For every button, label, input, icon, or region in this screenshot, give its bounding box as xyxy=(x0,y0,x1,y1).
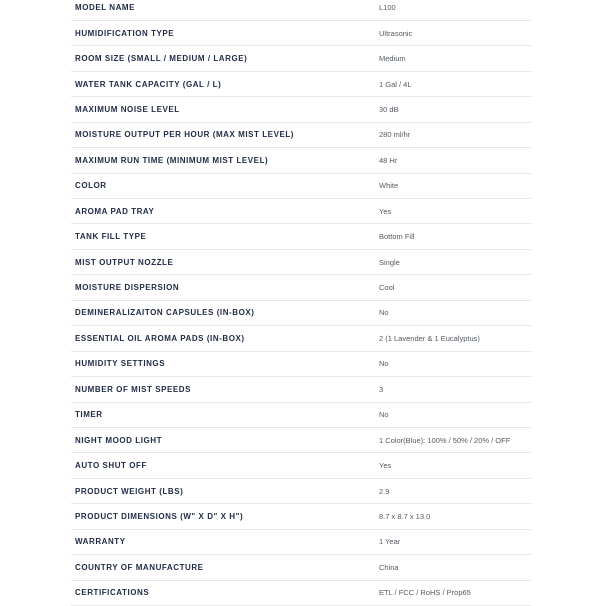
spec-value: 48 Hr xyxy=(379,155,398,165)
spec-label: CERTIFICATIONS xyxy=(75,588,150,598)
spec-label: AROMA PAD TRAY xyxy=(75,206,155,216)
spec-value: Yes xyxy=(379,206,392,216)
spec-label: ROOM SIZE (SMALL / MEDIUM / LARGE) xyxy=(75,54,248,64)
spec-value: ETL / FCC / RoHS / Prop65 xyxy=(379,588,471,598)
spec-value: No xyxy=(379,410,389,420)
spec-label: MODEL NAME xyxy=(75,2,136,12)
spec-row xyxy=(71,122,531,147)
spec-label: ESSENTIAL OIL AROMA PADS (IN-BOX) xyxy=(75,333,245,343)
spec-label: NUMBER OF MIST SPEEDS xyxy=(75,384,192,394)
spec-value: 1 Color(Blue): 100% / 50% / 20% / OFF xyxy=(379,435,511,445)
spec-row xyxy=(71,249,531,274)
spec-row xyxy=(71,173,531,198)
spec-label: DEMINERALIZAITON CAPSULES (IN-BOX) xyxy=(75,308,255,318)
spec-value: White xyxy=(379,181,399,191)
spec-row xyxy=(71,351,531,376)
spec-label: MAXIMUM NOISE LEVEL xyxy=(75,104,180,114)
spec-row xyxy=(71,529,531,554)
spec-row xyxy=(71,46,531,71)
spec-label: MOISTURE DISPERSION xyxy=(75,283,180,293)
spec-label: WATER TANK CAPACITY (GAL / L) xyxy=(75,79,222,89)
spec-value: 1 Year xyxy=(379,537,401,547)
spec-row xyxy=(71,478,531,503)
spec-row xyxy=(71,275,531,300)
spec-label: AUTO SHUT OFF xyxy=(75,461,147,471)
spec-value: Ultrasonic xyxy=(379,28,413,38)
spec-value: 3 xyxy=(379,384,384,394)
spec-label: HUMIDITY SETTINGS xyxy=(75,359,166,369)
spec-label: PRODUCT DIMENSIONS (W" X D" X H") xyxy=(75,511,244,521)
spec-label: HUMIDIFICATION TYPE xyxy=(75,28,175,38)
spec-value: Cool xyxy=(379,283,395,293)
spec-value: 8.7 x 8.7 x 13.0 xyxy=(379,511,431,521)
spec-row xyxy=(71,20,531,45)
spec-row xyxy=(71,453,531,478)
spec-value: No xyxy=(379,308,389,318)
spec-row xyxy=(71,377,531,402)
spec-row xyxy=(71,300,531,325)
spec-value: 280 ml/hr xyxy=(379,130,411,140)
spec-value: Yes xyxy=(379,461,392,471)
spec-value: L100 xyxy=(379,2,396,12)
spec-row xyxy=(71,0,531,20)
spec-value: No xyxy=(379,359,389,369)
spec-label: WARRANTY xyxy=(75,537,126,547)
spec-row xyxy=(71,71,531,96)
spec-value: 2 (1 Lavender & 1 Eucalyptus) xyxy=(379,333,480,343)
spec-value: 30 dB xyxy=(379,104,399,114)
spec-row xyxy=(71,326,531,351)
spec-value: Single xyxy=(379,257,400,267)
specifications-body xyxy=(71,0,531,606)
spec-value: 2.9 xyxy=(379,486,390,496)
spec-row xyxy=(71,199,531,224)
spec-row xyxy=(71,580,531,605)
spec-row xyxy=(71,148,531,173)
spec-label: COUNTRY OF MANUFACTURE xyxy=(75,562,204,572)
spec-value: 1 Gal / 4L xyxy=(379,79,412,89)
spec-value: China xyxy=(379,562,399,572)
spec-value: Medium xyxy=(379,54,406,64)
spec-label: TANK FILL TYPE xyxy=(75,232,147,242)
specifications-table xyxy=(71,0,531,606)
spec-label: NIGHT MOOD LIGHT xyxy=(75,435,163,445)
spec-label: MAXIMUM RUN TIME (MINIMUM MIST LEVEL) xyxy=(75,155,269,165)
spec-label: TIMER xyxy=(75,410,103,420)
spec-value: Bottom Fill xyxy=(379,232,415,242)
spec-label: MOISTURE OUTPUT PER HOUR (MAX MIST LEVEL) xyxy=(75,130,294,140)
spec-row xyxy=(71,402,531,427)
spec-row xyxy=(71,224,531,249)
spec-label: COLOR xyxy=(75,181,107,191)
spec-row xyxy=(71,427,531,452)
spec-row xyxy=(71,504,531,529)
spec-label: MIST OUTPUT NOZZLE xyxy=(75,257,174,267)
spec-row xyxy=(71,555,531,580)
spec-label: PRODUCT WEIGHT (LBS) xyxy=(75,486,184,496)
spec-row xyxy=(71,97,531,122)
